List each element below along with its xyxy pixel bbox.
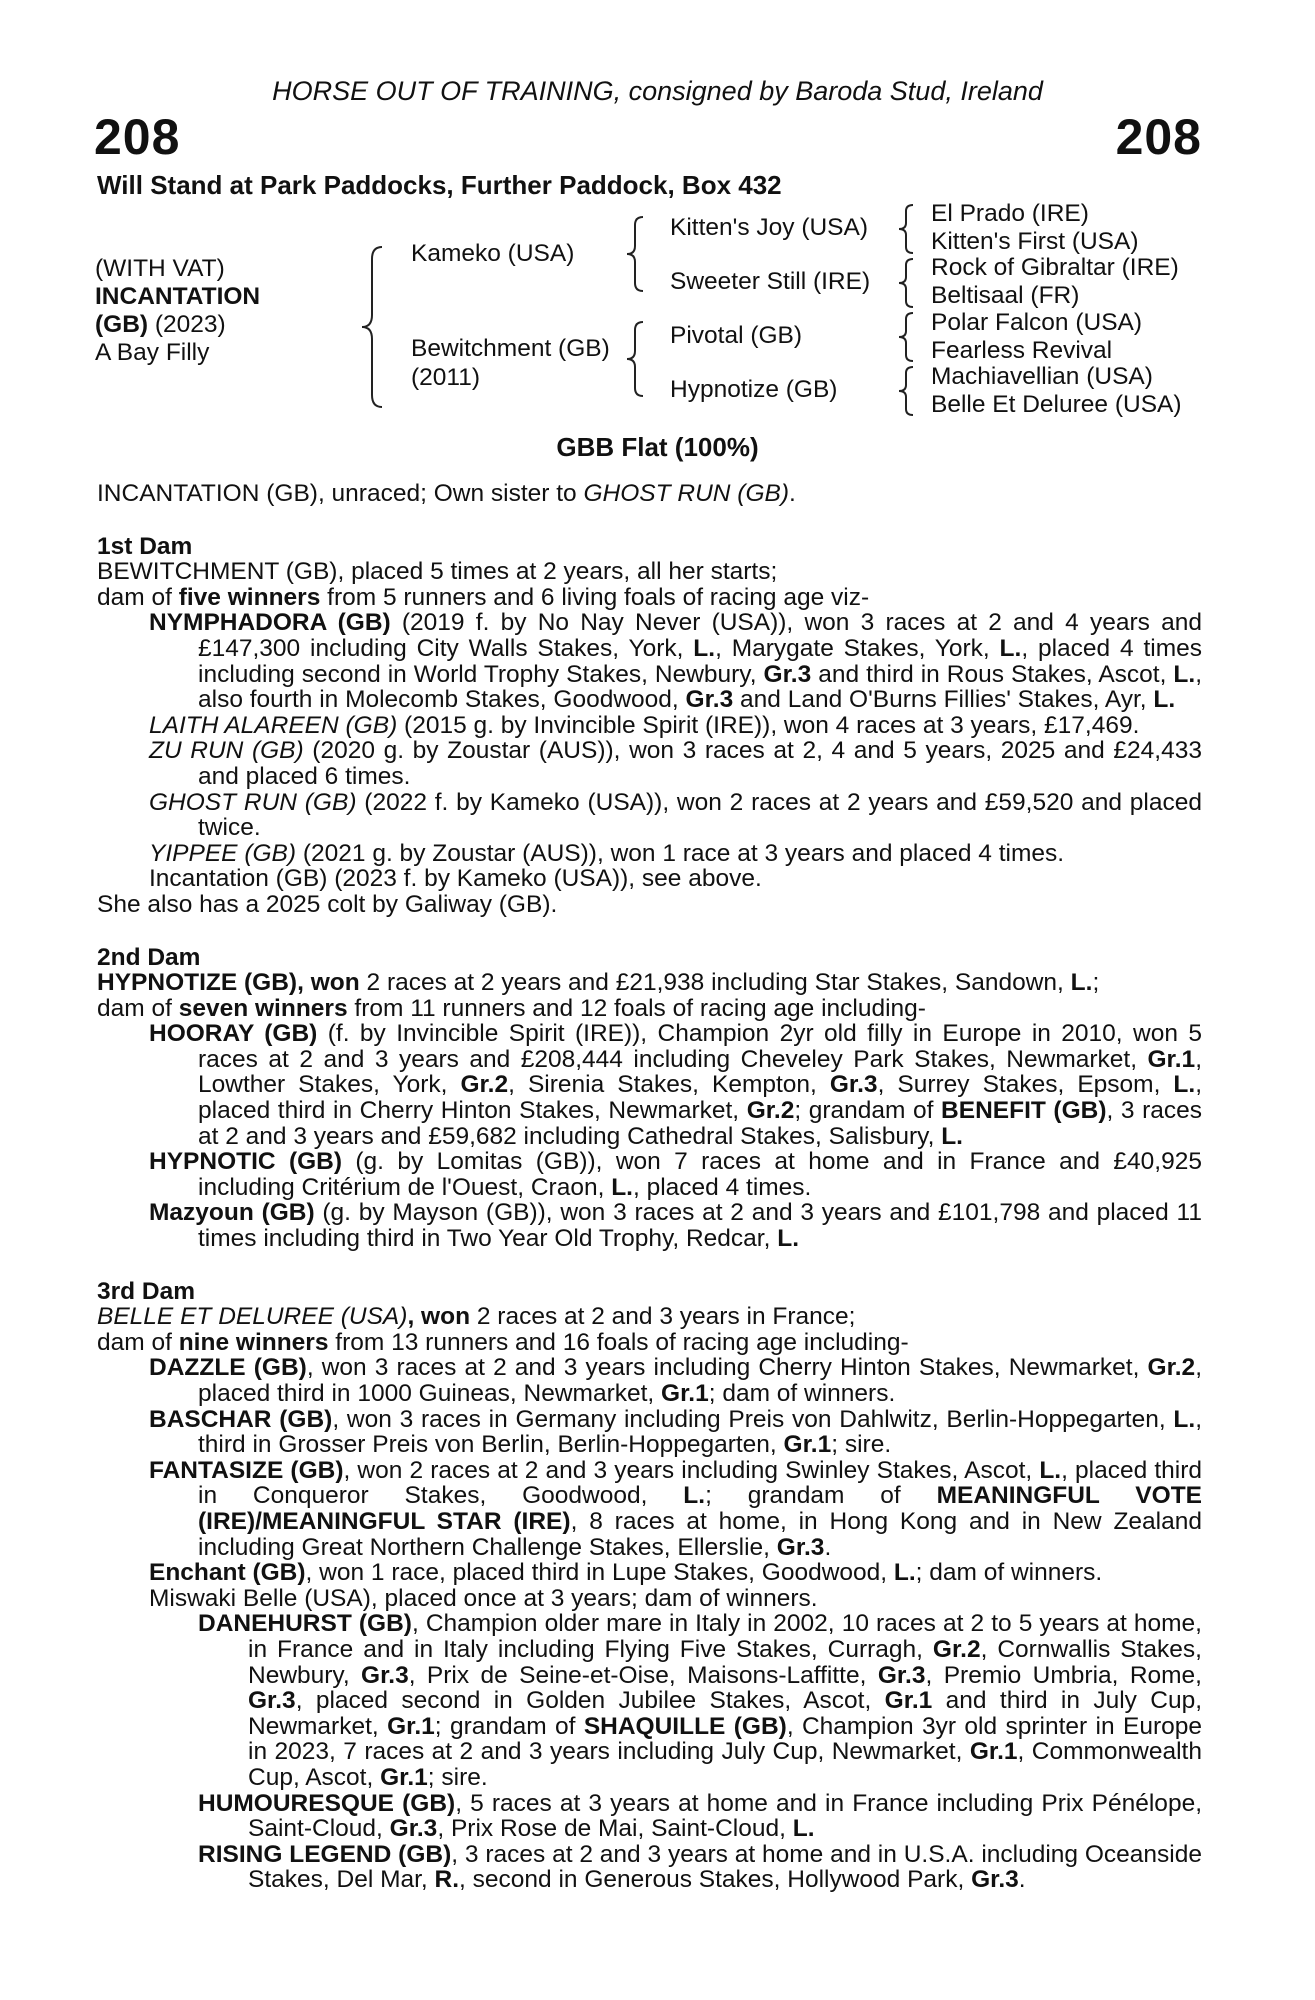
- progeny-mazyoun: Mazyoun (GB) (g. by Mayson (GB)), won 3 races at 2 and 3 years and £101,798 and placed 11 times including third in Two Year Old Trophy, Redcar, L.: [149, 1199, 1202, 1253]
- progeny-fantasize: FANTASIZE (GB), won 2 races at 2 and 3 years including Swinley Stakes, Ascot, L., placed third in Conqueror Stakes, Goodwood, L.; grandam of MEANINGFUL VOTE (IRE)/MEANINGFUL STAR (IRE), 8 races at home, in Hong Kong and in New Zealand including Great Northern Challenge Stakes, Ellerslie, Gr.3.: [149, 1456, 1202, 1561]
- third-dam-line2: dam of nine winners from 13 runners and 16 foals of racing age including-: [97, 1328, 909, 1356]
- sds: Rock of Gibraltar (IRE): [931, 254, 1179, 281]
- dss: Polar Falcon (USA): [931, 309, 1143, 336]
- pedigree-brace-dam: [625, 320, 649, 398]
- consignor-note: HORSE OUT OF TRAINING, consigned by Baroda Stud, Ireland: [272, 76, 1043, 106]
- progeny-hooray: HOORAY (GB) (f. by Invincible Spirit (IRE)), Champion 2yr old filly in Europe in 2010, won 5 races at 2 and 3 years and £208,444 including Cheveley Park Stakes, Newmarket, Gr.1, Lowther Stakes, York, Gr.2, Sirenia Stakes, Kempton, Gr.3, Surrey Stakes, Epsom, L., placed third in Cherry Hinton Stakes, Newmarket, Gr.2; grandam of BENEFIT (GB), 3 races at 2 and 3 years and £59,682 including Cathedral Stakes, Salisbury, L.: [149, 1020, 1202, 1150]
- pedigree-brace-sire: [625, 215, 649, 293]
- horse-country: (GB): [95, 311, 149, 338]
- progeny-nymphadora: NYMPHADORA (GB) (2019 f. by No Nay Never (USA)), won 3 races at 2 and 4 years and £147,300 including City Walls Stakes, York, L., Marygate Stakes, York, L., placed 4 times including second in World Trophy Stakes, Newbury, Gr.3 and third in Rous Stakes, Ascot, L., also fourth in Molecomb Stakes, Goodwood, Gr.3 and Land O'Burns Fillies' Stakes, Ayr, L.: [149, 609, 1202, 714]
- progeny-yippee: YIPPEE (GB) (2021 g. by Zoustar (AUS)), won 1 race at 3 years and placed 4 times.: [149, 839, 1065, 867]
- sire: Kameko (USA): [411, 240, 575, 267]
- lot-number-right: 208: [1115, 109, 1202, 165]
- progeny-miswaki-belle: Miswaki Belle (USA), placed once at 3 years; dam of winners.: [149, 1584, 818, 1612]
- intro-line: INCANTATION (GB), unraced; Own sister to GHOST RUN (GB).: [97, 480, 796, 507]
- ddd: Belle Et Deluree (USA): [931, 391, 1182, 418]
- third-dam-title: 3rd Dam: [97, 1277, 196, 1305]
- horse-year: (2023): [148, 311, 226, 338]
- dam-sire: Pivotal (GB): [670, 322, 803, 349]
- sdd: Beltisaal (FR): [931, 282, 1080, 309]
- dds: Machiavellian (USA): [931, 363, 1153, 390]
- horse-identity: [95, 255, 260, 367]
- gbb-rating: GBB Flat (100%): [556, 432, 759, 462]
- dsd: Fearless Revival: [931, 337, 1113, 364]
- progeny-rising-legend: RISING LEGEND (GB), 3 races at 2 and 3 years at home and in U.S.A. including Oceanside Stakes, Del Mar, R., second in Generous Stakes, Hollywood Park, Gr.3.: [198, 1840, 1202, 1894]
- pedigree-brace-3d: [897, 365, 917, 417]
- progeny-enchant: Enchant (GB), won 1 race, placed third in Lupe Stakes, Goodwood, L.; dam of winners.: [149, 1559, 1103, 1587]
- progeny-incantation: Incantation (GB) (2023 f. by Kameko (USA)), see above.: [149, 865, 762, 893]
- pedigree-brace-3c: [897, 311, 917, 363]
- sire-sire: Kitten's Joy (USA): [670, 214, 869, 241]
- first-dam-line2: dam of five winners from 5 runners and 6 living foals of racing age viz-: [97, 583, 870, 611]
- second-dam-title: 2nd Dam: [97, 943, 201, 971]
- horse-name: INCANTATION: [95, 283, 261, 310]
- lot-number-left: 208: [94, 109, 181, 165]
- pedigree-brace-3b: [897, 257, 917, 309]
- first-dam-colt: She also has a 2025 colt by Galiway (GB).: [97, 890, 558, 918]
- ssd: Kitten's First (USA): [931, 228, 1139, 255]
- horse-description: A Bay Filly: [95, 339, 210, 366]
- pedigree-brace-3a: [897, 203, 917, 255]
- dam: Bewitchment (GB): [411, 335, 610, 362]
- progeny-ghost-run: GHOST RUN (GB) (2022 f. by Kameko (USA)), won 2 races at 2 years and £59,520 and placed twice.: [149, 788, 1202, 842]
- pedigree-brace-main: [360, 245, 390, 410]
- sss: El Prado (IRE): [931, 200, 1089, 227]
- progeny-humouresque: HUMOURESQUE (GB), 5 races at 3 years at home and in France including Prix Pénélope, Saint-Cloud, Gr.3, Prix Rose de Mai, Saint-Cloud, L.: [198, 1789, 1202, 1843]
- progeny-baschar: BASCHAR (GB), won 3 races in Germany including Preis von Dahlwitz, Berlin-Hoppegarten, L., third in Grosser Preis von Berlin, Berlin-Hoppegarten, Gr.1; sire.: [149, 1405, 1203, 1459]
- dam-year: (2011): [411, 364, 481, 391]
- second-dam-line1: HYPNOTIZE (GB), won 2 races at 2 years and £21,938 including Star Stakes, Sandown, L.;: [97, 969, 1100, 997]
- first-dam-title: 1st Dam: [97, 532, 193, 560]
- progeny-laith-alareen: LAITH ALAREEN (GB) (2015 g. by Invincible Spirit (IRE)), won 4 races at 3 years, £17,469.: [149, 711, 1140, 739]
- progeny-zu-run: ZU RUN (GB) (2020 g. by Zoustar (AUS)), won 3 races at 2, 4 and 5 years, 2025 and £24,433 and placed 6 times.: [149, 737, 1202, 790]
- progeny-dazzle: DAZZLE (GB), won 3 races at 2 and 3 years including Cherry Hinton Stakes, Newmarket, Gr.2, placed third in 1000 Guineas, Newmarket, Gr.1; dam of winners.: [149, 1354, 1203, 1407]
- stand-location: Will Stand at Park Paddocks, Further Paddock, Box 432: [97, 170, 782, 200]
- third-dam-line1: BELLE ET DELUREE (USA), won 2 races at 2 and 3 years in France;: [97, 1303, 856, 1331]
- progeny-hypnotic: HYPNOTIC (GB) (g. by Lomitas (GB)), won 7 races at home and in France and £40,925 including Critérium de l'Ouest, Craon, L., placed 4 times.: [149, 1148, 1202, 1201]
- vat-label: (WITH VAT): [95, 255, 225, 282]
- sire-dam: Sweeter Still (IRE): [670, 268, 871, 295]
- catalogue-body: [97, 481, 1202, 1893]
- first-dam-line1: BEWITCHMENT (GB), placed 5 times at 2 years, all her starts;: [97, 558, 778, 586]
- progeny-danehurst: DANEHURST (GB), Champion older mare in Italy in 2002, 10 races at 2 to 5 years at home, in France and in Italy including Flying Five Stakes, Curragh, Gr.2, Cornwallis Stakes, Newbury, Gr.3, Prix de Seine-et-Oise, Maisons-Laffitte, Gr.3, Premio Umbria, Rome, Gr.3, placed second in Golden Jubilee Stakes, Ascot, Gr.1 and third in July Cup, Newmarket, Gr.1; grandam of SHAQUILLE (GB), Champion 3yr old sprinter in Europe in 2023, 7 races at 2 and 3 years including July Cup, Newmarket, Gr.1, Commonwealth Cup, Ascot, Gr.1; sire.: [198, 1610, 1202, 1791]
- second-dam-line2: dam of seven winners from 11 runners and 12 foals of racing age including-: [97, 994, 926, 1022]
- dam-dam: Hypnotize (GB): [670, 376, 838, 403]
